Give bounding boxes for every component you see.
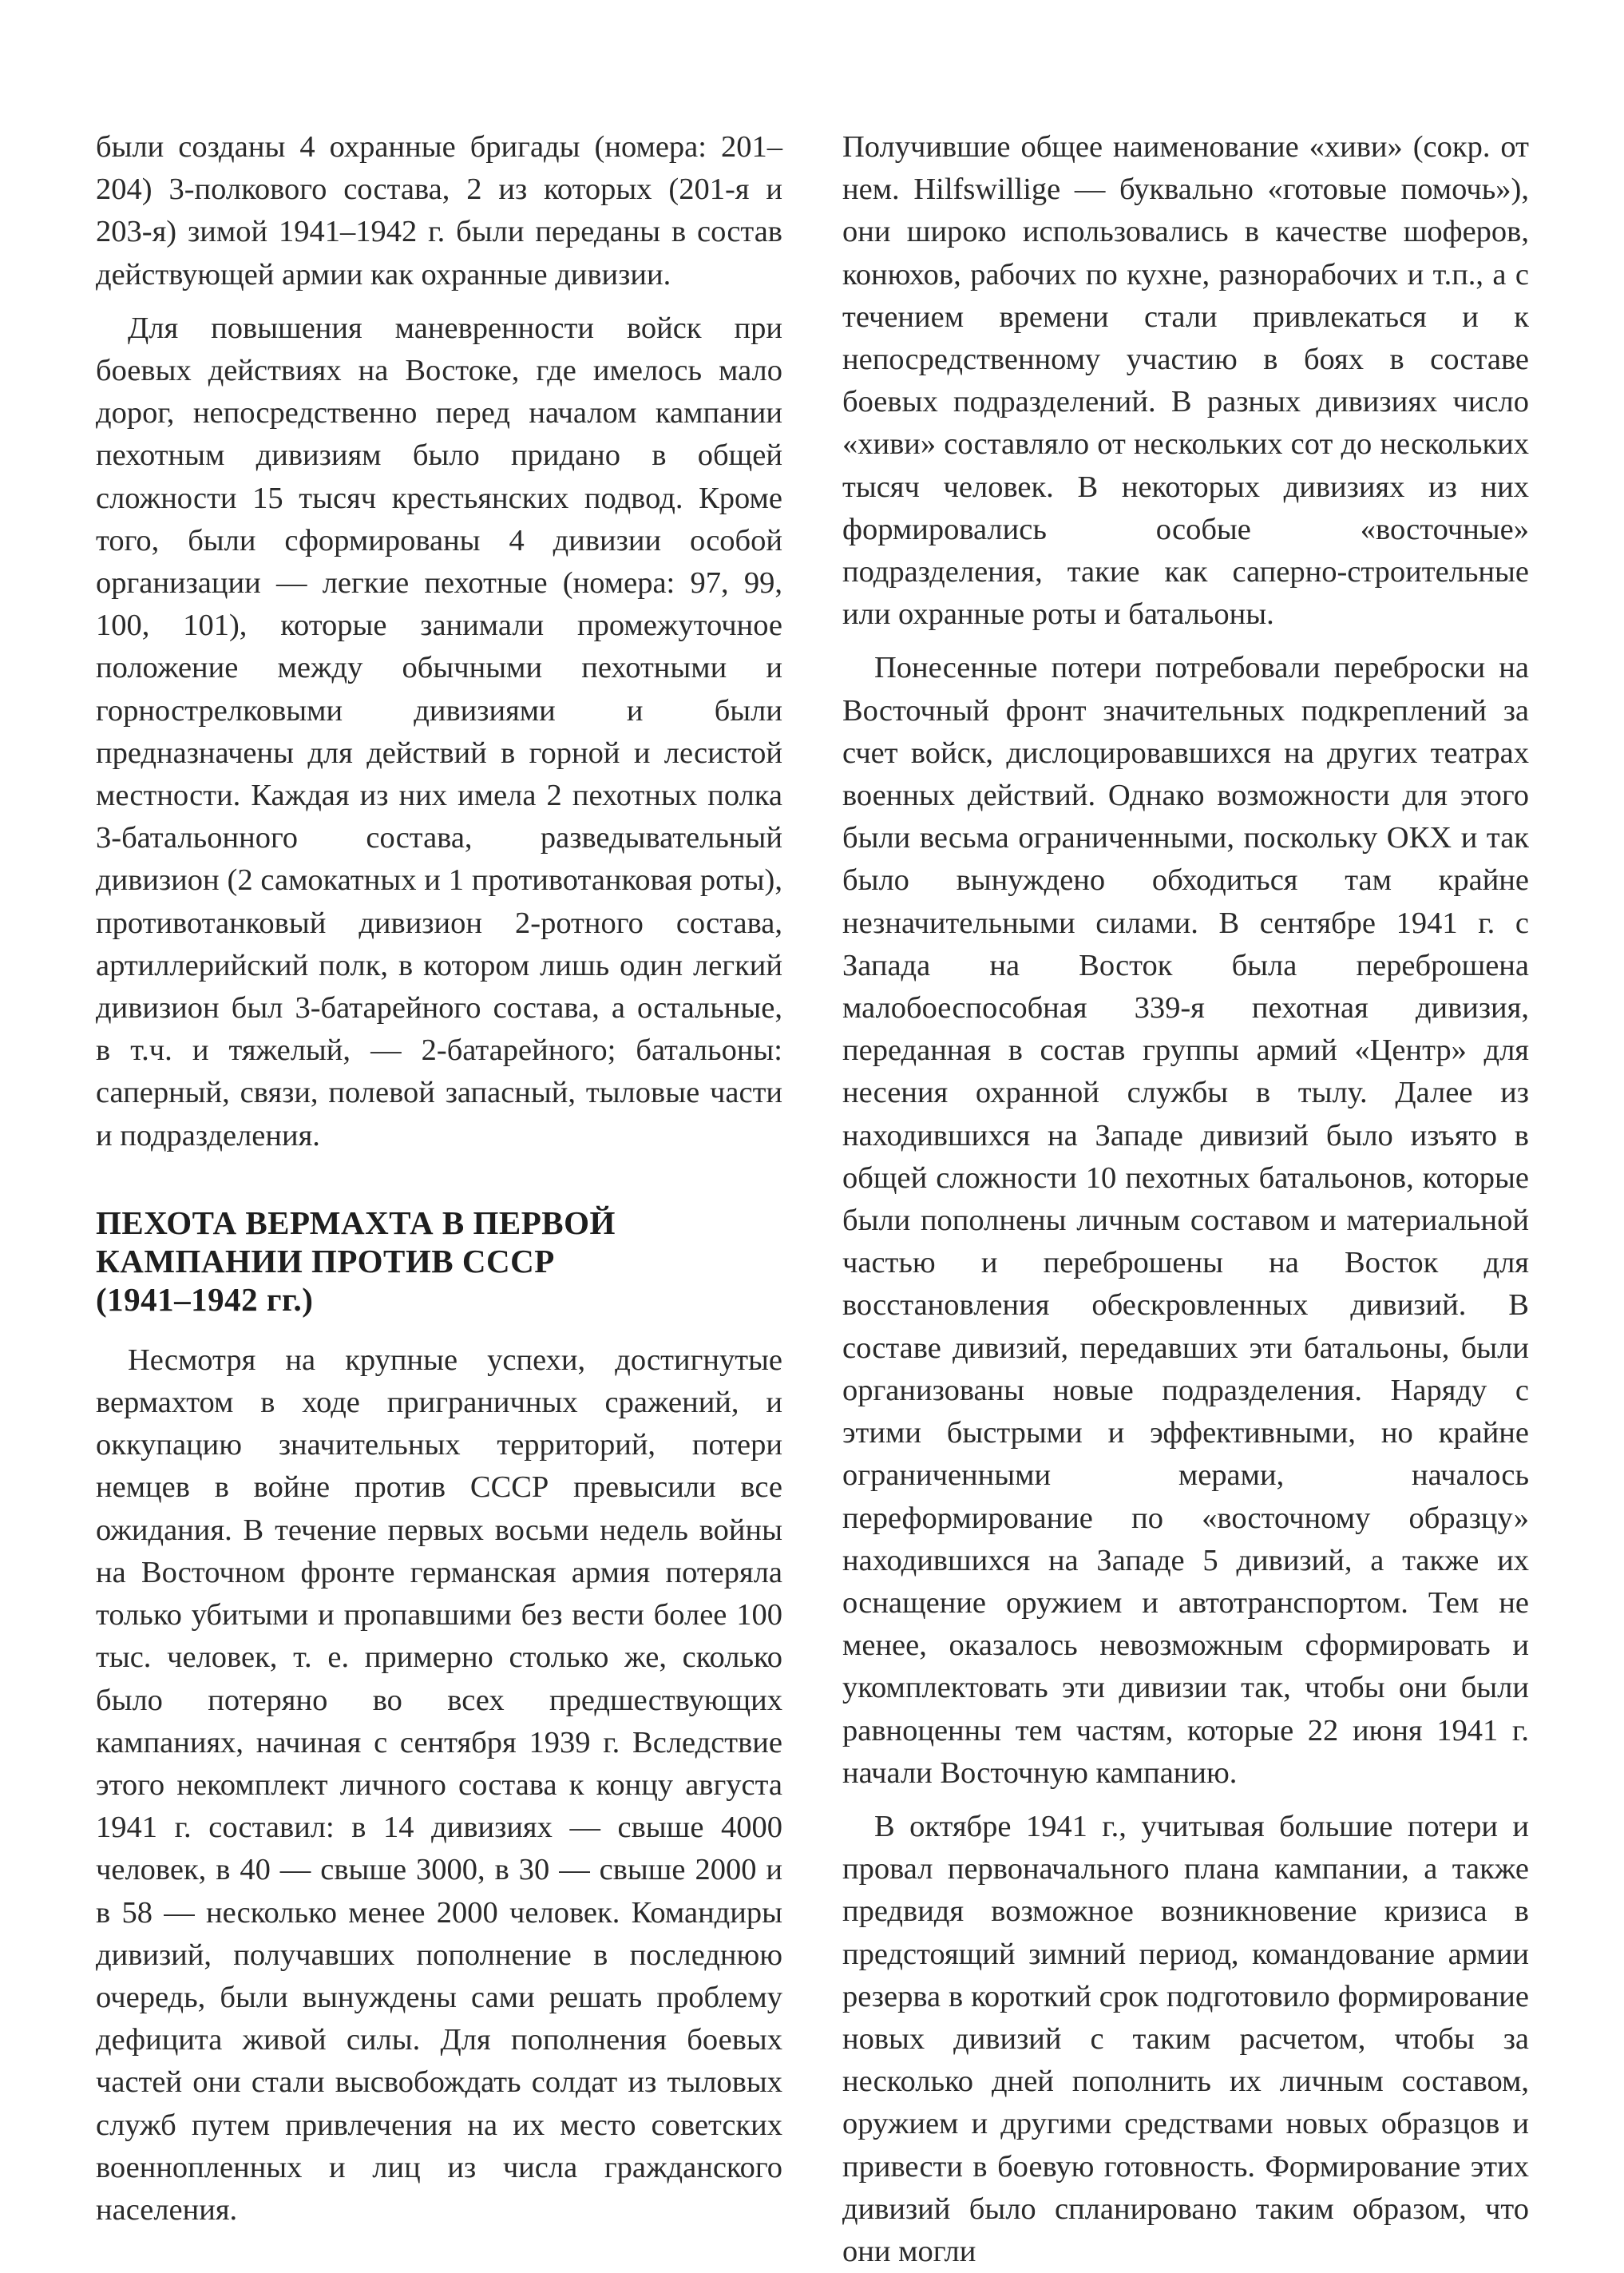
section-heading (96, 1204, 782, 1319)
paragraph-maneuverability: Для повышения маневренности войск при боевых действиях на Востоке, где имелось мало дорог, непосредственно перед началом кампании пехотным дивизиям было придано в общей сложности 15 тысяч крестьянских подвод. Кроме того, были сформированы 4 дивизии особой организации — легкие пехотные (номера: 97, 99, 100, 101), которые занимали промежуточное положение между обычными пехотными и горнострелковыми дивизиями и были предназначены для действий в горной и лесистой местности. Каждая из них имела 2 пехотных полка 3-батальонного состава, разведывательный дивизион (2 самокатных и 1 противотанковая роты), противотанковый дивизион 2-ротного состава, артиллерийский полк, в котором лишь один легкий дивизион был 3-батарейного состава, а остальные, в т.ч. и тяжелый, — 2-батарейного; батальоны: саперный, связи, полевой запасный, тыловые части и подразделения. (96, 311, 782, 1152)
paragraph-hiwi: Получившие общее наименование «хиви» (сокр. от нем. Hilfswillige — буквально «готовые помочь»), они широко использовались в качестве шоферов, конюхов, рабочих по кухне, разнорабочих и т.п., а с течением времени стали привлекаться и к непосредственному участию в боях в составе боевых подразделений. В разных дивизиях число «хиви» составляло от нескольких сот до нескольких тысяч человек. В некоторых дивизиях из них формировались особые «восточные» подразделения, такие как саперно-строительные или охранные роты и батальоны. (842, 130, 1529, 632)
right-column (842, 126, 1529, 2273)
left-column (96, 126, 782, 2231)
paragraph-october-1941: В октябре 1941 г., учитывая большие потери и провал первоначального плана кампании, а также предвидя возможное возникновение кризиса в предстоящий зимний период, командование армии резерва в короткий срок подготовило формирование новых дивизий с таким расчетом, чтобы за несколько дней пополнить их личным составом, оружием и другими средствами новых образцов и привести в боевую готовность. Формирование этих дивизий было спланировано таким образом, что они могли (842, 1809, 1529, 2268)
section-heading-line-2: КАМПАНИИ ПРОТИВ СССР (96, 1242, 555, 1279)
paragraph-reinforcements: Понесенные потери потребовали переброски на Восточный фронт значительных подкреплений за счет войск, дислоцировавшихся на других театрах военных действий. Однако возможности для этого были весьма ограниченными, поскольку ОКХ и так было вынуждено обходиться там крайне незначительными силами. В сентябре 1941 г. с Запада на Восток была переброшена малобоеспособная 339-я пехотная дивизия, переданная в состав группы армий «Центр» для несения охранной службы в тылу. Далее из находившихся на Западе дивизий было изъято в общей сложности 10 пехотных батальонов, которые были пополнены личным составом и материальной частью и переброшены на Восток для восстановления обескровленных дивизий. В составе дивизий, передавших эти батальоны, были организованы новые подразделения. Наряду с этими быстрыми и эффективными, но крайне ограниченными мерами, началось переформирование по «восточному образцу» находившихся на Западе 5 дивизий, а также их оснащение оружием и автотранспортом. Тем не менее, оказалось невозможным сформировать и укомплектовать эти дивизии так, чтобы они были равноценны тем частям, которые 22 июня 1941 г. начали Восточную кампанию. (842, 651, 1529, 1790)
paragraph-losses: Несмотря на крупные успехи, достигнутые вермахтом в ходе приграничных сражений, и оккупацию значительных территорий, потери немцев в войне против СССР превысили все ожидания. В течение первых восьми недель войны на Восточном фронте германская армия потеряла только убитыми и пропавшими без вести более 100 тыс. человек, т. е. примерно столько же, сколько было потеряно во всех предшествующих кампаниях, начиная с сентября 1939 г. Вследствие этого некомплект личного состава к концу августа 1941 г. составил: в 14 дивизиях — свыше 4000 человек, в 40 — свыше 3000, в 30 — свыше 2000 и в 58 — несколько менее 2000 человек. Командиры дивизий, получавших пополнение в последнюю очередь, были вынуждены сами решать проблему дефицита живой силы. Для пополнения боевых частей они стали высвобождать солдат из тыловых служб путем привлечения на их место советских военнопленных и лиц из числа гражданского населения. (96, 1343, 782, 2227)
paragraph-continuation: были созданы 4 охранные бригады (номера: 201–204) 3-полкового состава, 2 из которых (201-я и 203-я) зимой 1941–1942 г. были переданы в состав действующей армии как охранные дивизии. (96, 130, 782, 292)
section-heading-line-1: ПЕХОТА ВЕРМАХТА В ПЕРВОЙ (96, 1204, 616, 1241)
section-heading-line-3: (1941–1942 гг.) (96, 1280, 314, 1318)
